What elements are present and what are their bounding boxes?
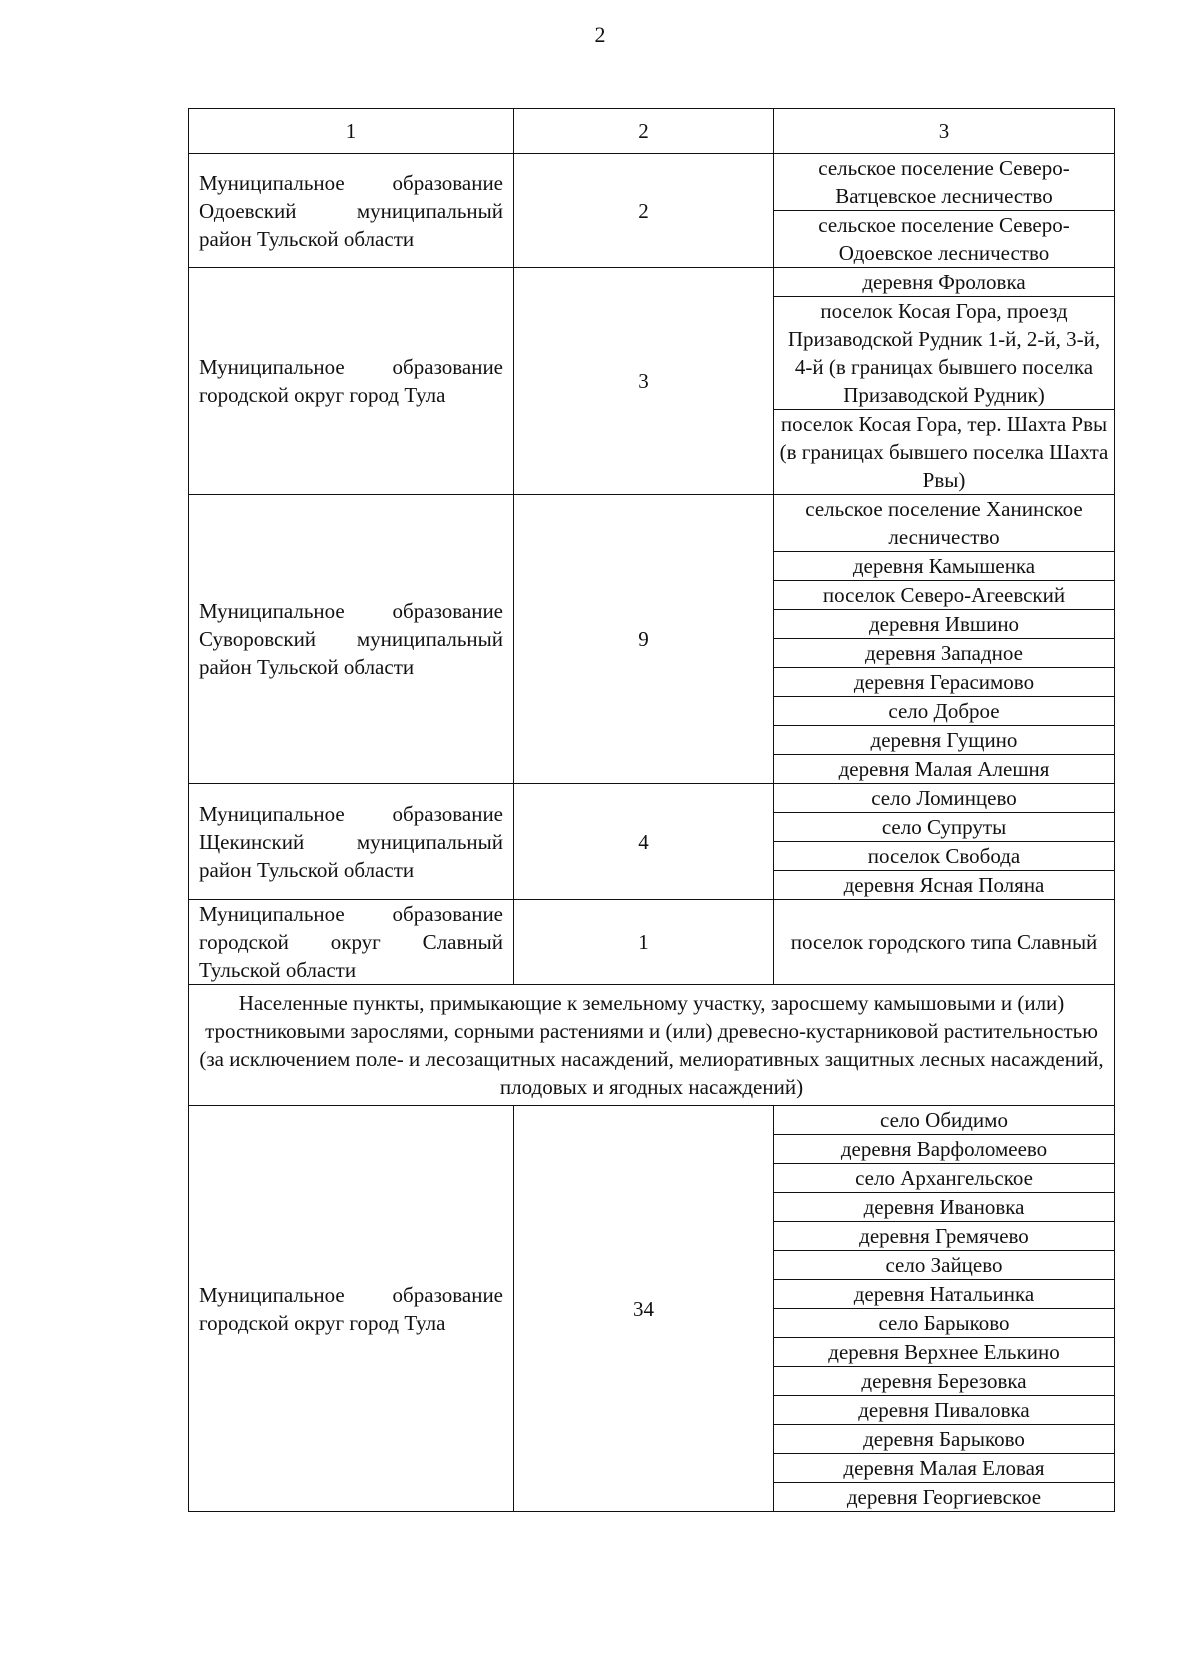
settlement-cell: сельское поселение Северо-Одоевское лесничество <box>774 211 1115 268</box>
table-row <box>189 495 1115 552</box>
count-cell: 3 <box>514 268 774 495</box>
settlement-cell: деревня Барыково <box>774 1425 1115 1454</box>
settlement-cell: село Обидимо <box>774 1106 1115 1135</box>
settlement-cell: поселок Свобода <box>774 842 1115 871</box>
table-row <box>189 154 1115 211</box>
settlement-cell: деревня Ившино <box>774 610 1115 639</box>
table-row <box>189 1106 1115 1135</box>
settlement-cell: деревня Гущино <box>774 726 1115 755</box>
column-header-2: 2 <box>514 109 774 154</box>
settlement-cell: деревня Малая Еловая <box>774 1454 1115 1483</box>
table-row <box>189 784 1115 813</box>
page-number: 2 <box>594 22 606 47</box>
table-row <box>189 900 1115 985</box>
settlement-cell: деревня Герасимово <box>774 668 1115 697</box>
settlement-cell: село Барыково <box>774 1309 1115 1338</box>
settlement-cell: сельское поселение Ханинское лесничество <box>774 495 1115 552</box>
count-cell: 2 <box>514 154 774 268</box>
table-row <box>189 268 1115 297</box>
count-cell: 34 <box>514 1106 774 1512</box>
settlement-cell: село Архангельское <box>774 1164 1115 1193</box>
municipality-cell: Муниципальное образование городской округ город Тула <box>189 1106 514 1512</box>
municipality-cell: Муниципальное образование Суворовский муниципальный район Тульской области <box>189 495 514 784</box>
settlement-cell: село Доброе <box>774 697 1115 726</box>
count-cell: 4 <box>514 784 774 900</box>
section-note-row <box>189 985 1115 1106</box>
settlement-cell: поселок Косая Гора, проезд Призаводской Рудник 1-й, 2-й, 3-й, 4-й (в границах бывшего поселка Призаводской Рудник) <box>774 297 1115 410</box>
column-header-3: 3 <box>774 109 1115 154</box>
settlement-cell: поселок Косая Гора, тер. Шахта Рвы (в границах бывшего поселка Шахта Рвы) <box>774 410 1115 495</box>
settlements-table <box>188 108 1115 1512</box>
municipality-cell: Муниципальное образование Щекинский муниципальный район Тульской области <box>189 784 514 900</box>
table-header-row <box>189 109 1115 154</box>
settlement-cell: деревня Западное <box>774 639 1115 668</box>
settlement-cell: поселок городского типа Славный <box>774 900 1115 985</box>
settlement-cell: село Ломинцево <box>774 784 1115 813</box>
settlement-cell: деревня Ивановка <box>774 1193 1115 1222</box>
column-header-1: 1 <box>189 109 514 154</box>
settlement-cell: деревня Верхнее Елькино <box>774 1338 1115 1367</box>
settlement-cell: деревня Георгиевское <box>774 1483 1115 1512</box>
settlement-cell: деревня Камышенка <box>774 552 1115 581</box>
settlement-cell: село Супруты <box>774 813 1115 842</box>
settlement-cell: деревня Варфоломеево <box>774 1135 1115 1164</box>
settlement-cell: деревня Ясная Поляна <box>774 871 1115 900</box>
settlement-cell: деревня Фроловка <box>774 268 1115 297</box>
count-cell: 9 <box>514 495 774 784</box>
settlement-cell: село Зайцево <box>774 1251 1115 1280</box>
municipality-cell: Муниципальное образование Одоевский муниципальный район Тульской области <box>189 154 514 268</box>
settlement-cell: сельское поселение Северо-Ватцевское лесничество <box>774 154 1115 211</box>
section-note: Населенные пункты, примыкающие к земельному участку, заросшему камышовыми и (или) тростниковыми зарослями, сорными растениями и (или) древесно-кустарниковой растительностью (за исключением поле- и лесозащитных насаждений, мелиоративных защитных лесных насаждений, плодовых и ягодных насаждений) <box>189 985 1115 1106</box>
municipality-cell: Муниципальное образование городской округ Славный Тульской области <box>189 900 514 985</box>
settlement-cell: деревня Натальинка <box>774 1280 1115 1309</box>
municipality-cell: Муниципальное образование городской округ город Тула <box>189 268 514 495</box>
settlement-cell: деревня Малая Алешня <box>774 755 1115 784</box>
settlement-cell: поселок Северо-Агеевский <box>774 581 1115 610</box>
settlement-cell: деревня Березовка <box>774 1367 1115 1396</box>
settlement-cell: деревня Гремячево <box>774 1222 1115 1251</box>
settlement-cell: деревня Пиваловка <box>774 1396 1115 1425</box>
count-cell: 1 <box>514 900 774 985</box>
